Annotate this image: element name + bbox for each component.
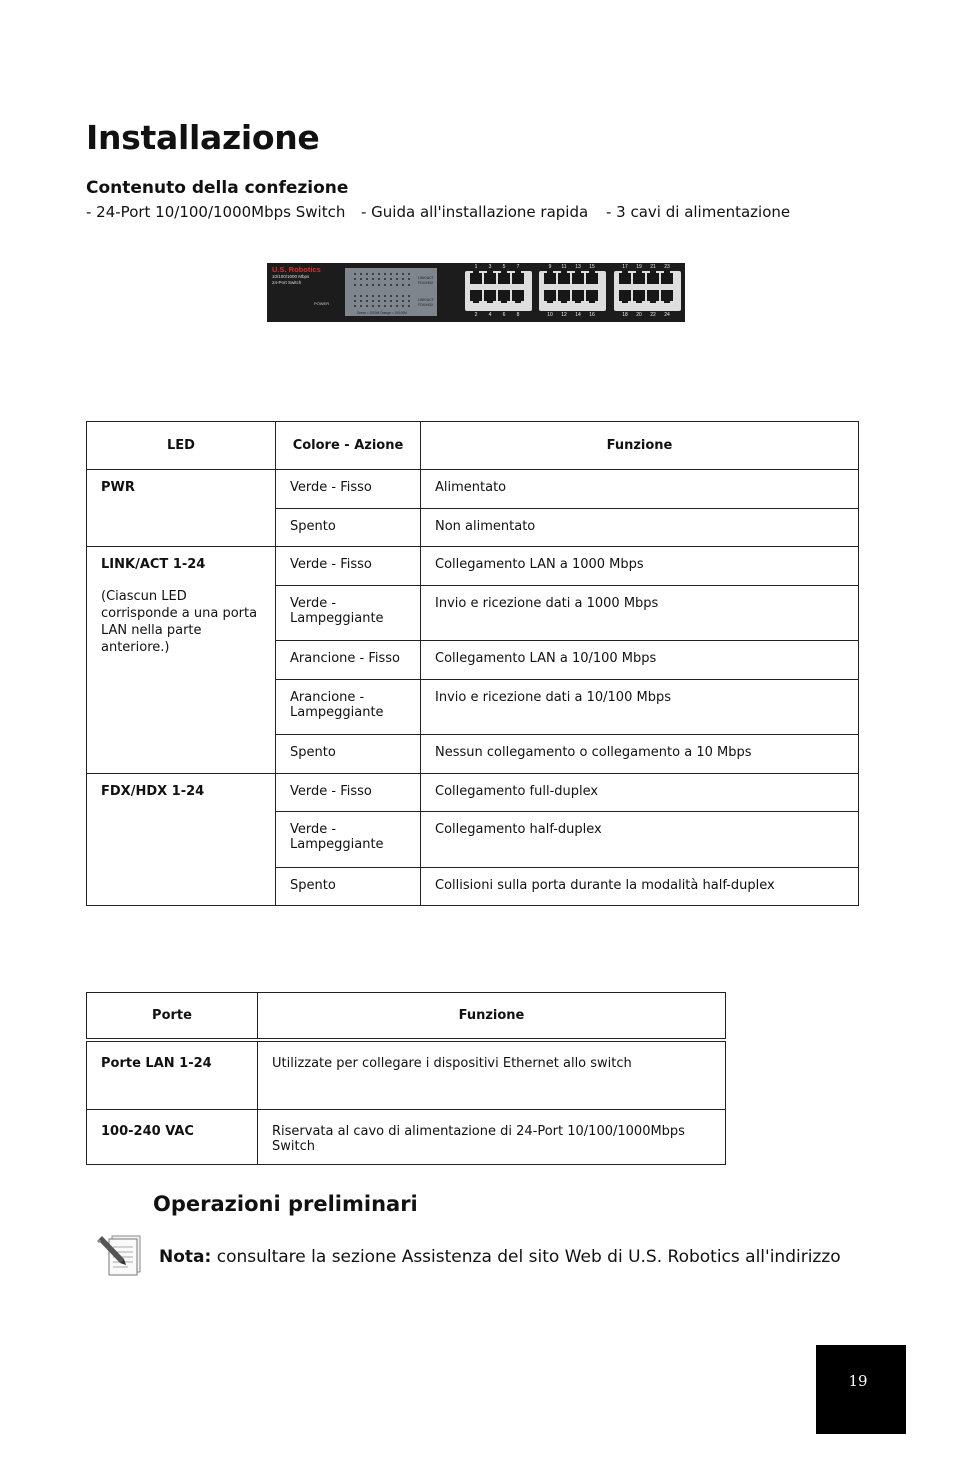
switch-model-line: 10/100/1000 Mbps — [272, 274, 310, 279]
rj45-port-icon — [661, 290, 673, 301]
ports-table — [86, 992, 726, 1165]
switch-model-line: 24-Port Switch — [272, 280, 302, 285]
preliminary-operations-heading: Operazioni preliminari — [153, 1192, 418, 1216]
rj45-port-icon — [647, 273, 659, 284]
ports-table-header-function: Funzione — [258, 993, 726, 1040]
port-number-label: 8 — [516, 312, 520, 318]
port-number-label: 12 — [561, 312, 567, 318]
rj45-port-icon — [586, 290, 598, 301]
rj45-port-icon — [572, 273, 584, 284]
port-number-label: 18 — [622, 312, 628, 318]
port-number-label: 13 — [575, 264, 581, 270]
note-pencil-icon — [96, 1234, 144, 1276]
rj45-port-icon — [647, 290, 659, 301]
contents-item-switch: - 24-Port 10/100/1000Mbps Switch — [86, 203, 346, 221]
package-contents-heading: Contenuto della confezione — [86, 178, 349, 198]
port-number-label: 15 — [589, 264, 595, 270]
led-color-cell: Verde - Fisso — [276, 774, 421, 812]
port-number-label: 5 — [502, 264, 506, 270]
port-number-label: 10 — [547, 312, 553, 318]
rj45-port-icon — [544, 290, 556, 301]
led-tag: LINK/ACT — [418, 298, 434, 302]
led-row — [352, 273, 414, 275]
port-number-label: 17 — [622, 264, 628, 270]
port-number-label: 2 — [474, 312, 478, 318]
rj45-port-icon — [586, 273, 598, 284]
port-number-label: 9 — [548, 264, 552, 270]
switch-model-label — [272, 274, 309, 286]
rj45-port-icon — [558, 273, 570, 284]
led-function-cell: Collisioni sulla porta durante la modalità half-duplex — [421, 868, 859, 906]
led-color-cell: Verde - Fisso — [276, 547, 421, 586]
led-row — [352, 284, 414, 286]
rj45-port-icon — [512, 273, 524, 284]
led-color-cell: Spento — [276, 735, 421, 774]
rj45-port-icon — [619, 290, 631, 301]
led-function-cell: Collegamento LAN a 10/100 Mbps — [421, 641, 859, 680]
port-name-cell: Porte LAN 1-24 — [87, 1040, 258, 1110]
switch-front-panel-image — [267, 263, 685, 322]
rj45-port-icon — [498, 273, 510, 284]
rj45-port-icon — [633, 290, 645, 301]
contents-item-guide: - Guida all'installazione rapida — [361, 203, 589, 221]
rj45-port-icon — [484, 273, 496, 284]
note-label: Nota: — [159, 1247, 212, 1267]
page-number: 19 — [848, 1372, 868, 1390]
led-name-note: (Ciascun LED corrisponde a una porta LAN nella parte anteriore.) — [101, 589, 258, 655]
port-number-label: 16 — [589, 312, 595, 318]
led-legend: Green = 1000M Orange = 10/100M — [357, 311, 407, 315]
port-number-label: 19 — [636, 264, 642, 270]
led-table-header-led: LED — [87, 422, 276, 470]
port-number-label: 20 — [636, 312, 642, 318]
led-function-cell: Collegamento full-duplex — [421, 774, 859, 812]
led-name-pwr: PWR — [87, 470, 276, 547]
rj45-port-icon — [572, 290, 584, 301]
note-text: consultare la sezione Assistenza del sito Web di U.S. Robotics all'indirizzo — [211, 1247, 841, 1267]
led-row — [352, 305, 414, 307]
page-title: Installazione — [86, 118, 320, 157]
led-function-cell: Collegamento LAN a 1000 Mbps — [421, 547, 859, 586]
led-table — [86, 421, 859, 906]
rj45-port-icon — [558, 290, 570, 301]
led-function-cell: Invio e ricezione dati a 10/100 Mbps — [421, 680, 859, 735]
port-name-cell: 100-240 VAC — [87, 1110, 258, 1165]
rj45-port-icon — [512, 290, 524, 301]
led-color-cell: Spento — [276, 509, 421, 547]
port-number-label: 7 — [516, 264, 520, 270]
page-number-box — [816, 1345, 906, 1434]
led-panel — [345, 268, 437, 316]
led-row — [352, 295, 414, 297]
led-color-cell: Verde - Lampeggiante — [276, 586, 421, 641]
led-function-cell: Collegamento half-duplex — [421, 812, 859, 868]
rj45-port-icon — [633, 273, 645, 284]
led-table-header-color: Colore - Azione — [276, 422, 421, 470]
led-color-cell: Arancione - Fisso — [276, 641, 421, 680]
led-color-cell: Arancione - Lampeggiante — [276, 680, 421, 735]
port-number-label: 1 — [474, 264, 478, 270]
port-number-label: 4 — [488, 312, 492, 318]
port-number-label: 6 — [502, 312, 506, 318]
contents-item-power-cables: - 3 cavi di alimentazione — [606, 203, 791, 221]
rj45-port-icon — [619, 273, 631, 284]
led-name-label: LINK/ACT 1-24 — [101, 557, 206, 572]
port-number-label: 11 — [561, 264, 567, 270]
led-row — [352, 278, 414, 280]
led-tag: FDX/HDX — [418, 303, 434, 307]
port-number-label: 3 — [488, 264, 492, 270]
led-color-cell: Verde - Fisso — [276, 470, 421, 509]
led-color-cell: Verde - Lampeggiante — [276, 812, 421, 868]
led-name-fdx-hdx: FDX/HDX 1-24 — [87, 774, 276, 906]
led-table-header-function: Funzione — [421, 422, 859, 470]
port-number-label: 23 — [664, 264, 670, 270]
led-tag: LINK/ACT — [418, 276, 434, 280]
led-function-cell: Non alimentato — [421, 509, 859, 547]
rj45-port-icon — [470, 290, 482, 301]
port-function-cell: Utilizzate per collegare i dispositivi Ethernet allo switch — [258, 1040, 726, 1110]
power-led-label: POWER — [314, 301, 330, 306]
note-line — [159, 1247, 841, 1267]
rj45-port-icon — [661, 273, 673, 284]
led-tag: FDX/HDX — [418, 281, 434, 285]
port-number-label: 14 — [575, 312, 581, 318]
rj45-port-icon — [544, 273, 556, 284]
ports-table-header-ports: Porte — [87, 993, 258, 1040]
led-row — [352, 300, 414, 302]
port-number-label: 24 — [664, 312, 670, 318]
port-number-label: 21 — [650, 264, 656, 270]
led-function-cell: Nessun collegamento o collegamento a 10 Mbps — [421, 735, 859, 774]
rj45-port-icon — [498, 290, 510, 301]
port-number-label: 22 — [650, 312, 656, 318]
led-color-cell: Spento — [276, 868, 421, 906]
led-function-cell: Invio e ricezione dati a 1000 Mbps — [421, 586, 859, 641]
led-function-cell: Alimentato — [421, 470, 859, 509]
rj45-port-icon — [470, 273, 482, 284]
rj45-port-icon — [484, 290, 496, 301]
led-name-link-act — [87, 547, 276, 774]
switch-brand-logo: U.S. Robotics — [272, 265, 321, 274]
port-function-cell: Riservata al cavo di alimentazione di 24-Port 10/100/1000Mbps Switch — [258, 1110, 726, 1165]
